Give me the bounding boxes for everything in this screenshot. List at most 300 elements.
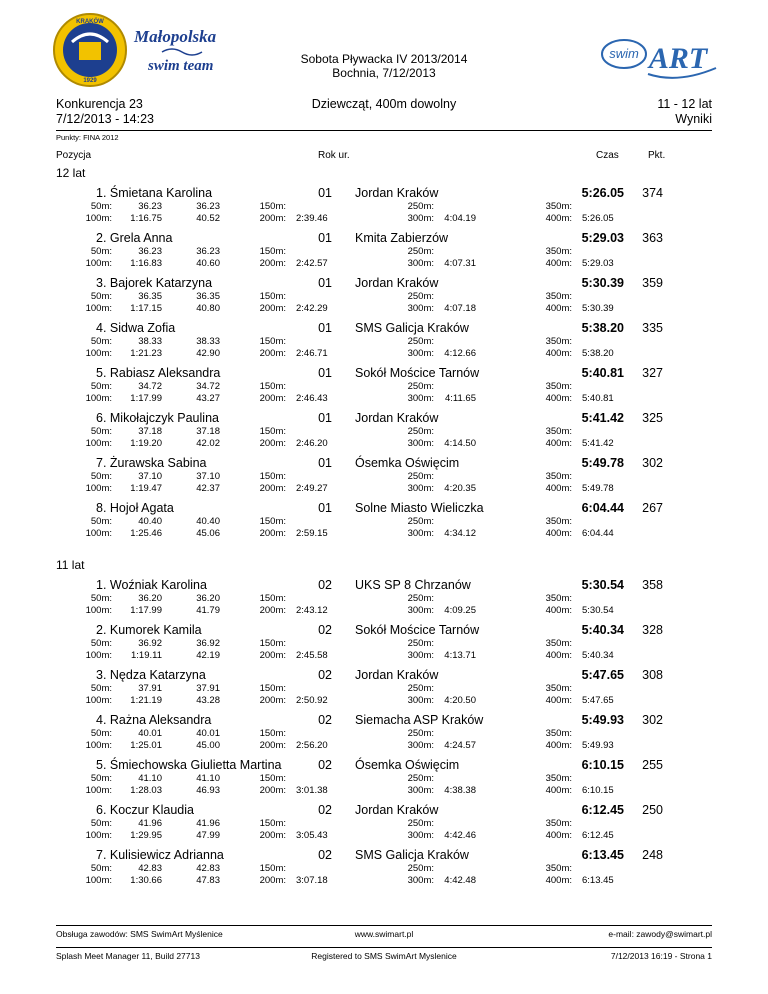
split-label-50: 50m: bbox=[90, 471, 112, 482]
final-time: 5:41.42 bbox=[581, 411, 624, 425]
birth-year: 02 bbox=[318, 713, 332, 727]
athlete-name: 5. Śmiechowska Giulietta Martina bbox=[96, 758, 282, 772]
split-label-50: 50m: bbox=[90, 246, 112, 257]
split-label-150: 150m: bbox=[259, 728, 286, 739]
split-label-250: 250m: bbox=[407, 863, 434, 874]
result-row bbox=[0, 623, 768, 669]
fina-points: 302 bbox=[642, 713, 663, 727]
lap-100: 40.52 bbox=[196, 213, 220, 224]
split-label-100: 100m: bbox=[85, 438, 112, 449]
split-label-100: 100m: bbox=[85, 740, 112, 751]
final-time: 5:30.54 bbox=[581, 578, 624, 592]
split-label-400: 400m: bbox=[545, 213, 572, 224]
split-label-100: 100m: bbox=[85, 258, 112, 269]
athlete-name: 7. Kulisiewicz Adrianna bbox=[96, 848, 224, 862]
result-row bbox=[0, 231, 768, 277]
lap-100: 43.28 bbox=[196, 695, 220, 706]
athlete-name: 4. Sidwa Zofia bbox=[96, 321, 176, 335]
split-label-200: 200m: bbox=[259, 348, 286, 359]
athlete-name: 7. Żurawska Sabina bbox=[96, 456, 207, 470]
split-50: 41.96 bbox=[138, 818, 162, 829]
split-300: 4:07.31 bbox=[444, 258, 476, 269]
athlete-name: 4. Rażna Aleksandra bbox=[96, 713, 212, 727]
split-label-150: 150m: bbox=[259, 818, 286, 829]
split-label-400: 400m: bbox=[545, 528, 572, 539]
split-label-50: 50m: bbox=[90, 291, 112, 302]
col-position: Pozycja bbox=[56, 150, 92, 161]
split-label-300: 300m: bbox=[407, 650, 434, 661]
result-row bbox=[0, 411, 768, 457]
birth-year: 01 bbox=[318, 411, 332, 425]
split-label-400: 400m: bbox=[545, 875, 572, 886]
club-name: Kmita Zabierzów bbox=[355, 231, 449, 245]
split-label-50: 50m: bbox=[90, 863, 112, 874]
split-label-400: 400m: bbox=[545, 348, 572, 359]
split-label-100: 100m: bbox=[85, 875, 112, 886]
athlete-name: 8. Hojoł Agata bbox=[96, 501, 174, 515]
split-label-250: 250m: bbox=[407, 638, 434, 649]
split-label-150: 150m: bbox=[259, 381, 286, 392]
split-label-150: 150m: bbox=[259, 336, 286, 347]
split-label-150: 150m: bbox=[259, 516, 286, 527]
fina-points: 325 bbox=[642, 411, 663, 425]
split-300: 4:42.48 bbox=[444, 875, 476, 886]
split-label-100: 100m: bbox=[85, 830, 112, 841]
split-200: 2:39.46 bbox=[296, 213, 328, 224]
split-label-150: 150m: bbox=[259, 246, 286, 257]
split-400: 5:29.03 bbox=[582, 258, 614, 269]
split-50: 41.10 bbox=[138, 773, 162, 784]
split-label-300: 300m: bbox=[407, 303, 434, 314]
split-label-200: 200m: bbox=[259, 605, 286, 616]
club-name: Ósemka Oświęcim bbox=[355, 456, 460, 470]
athlete-name: 6. Mikołajczyk Paulina bbox=[96, 411, 219, 425]
lap-100: 40.60 bbox=[196, 258, 220, 269]
split-label-50: 50m: bbox=[90, 381, 112, 392]
split-label-250: 250m: bbox=[407, 728, 434, 739]
split-label-150: 150m: bbox=[259, 863, 286, 874]
split-label-200: 200m: bbox=[259, 695, 286, 706]
footer-registered: Registered to SMS SwimArt Myslenice bbox=[311, 951, 457, 961]
split-400: 5:40.34 bbox=[582, 650, 614, 661]
lap-50: 34.72 bbox=[196, 381, 220, 392]
fina-points: 374 bbox=[642, 186, 663, 200]
split-label-100: 100m: bbox=[85, 785, 112, 796]
club-name: SMS Galicja Kraków bbox=[355, 848, 469, 862]
club-name: Siemacha ASP Kraków bbox=[355, 713, 484, 727]
split-200: 2:45.58 bbox=[296, 650, 328, 661]
split-label-200: 200m: bbox=[259, 650, 286, 661]
split-50: 36.20 bbox=[138, 593, 162, 604]
lap-50: 40.40 bbox=[196, 516, 220, 527]
points-note: Punkty: FINA 2012 bbox=[56, 133, 119, 142]
result-row bbox=[0, 456, 768, 502]
split-label-350: 350m: bbox=[545, 201, 572, 212]
logo-right-word2: ART bbox=[648, 42, 708, 75]
lap-100: 43.27 bbox=[196, 393, 220, 404]
fina-points: 363 bbox=[642, 231, 663, 245]
split-label-350: 350m: bbox=[545, 516, 572, 527]
split-label-300: 300m: bbox=[407, 605, 434, 616]
split-label-300: 300m: bbox=[407, 830, 434, 841]
split-200: 2:42.29 bbox=[296, 303, 328, 314]
final-time: 5:26.05 bbox=[581, 186, 624, 200]
lap-50: 38.33 bbox=[196, 336, 220, 347]
birth-year: 01 bbox=[318, 231, 332, 245]
split-50: 37.91 bbox=[138, 683, 162, 694]
split-200: 2:49.27 bbox=[296, 483, 328, 494]
split-200: 3:05.43 bbox=[296, 830, 328, 841]
split-300: 4:20.50 bbox=[444, 695, 476, 706]
split-label-300: 300m: bbox=[407, 438, 434, 449]
final-time: 5:38.20 bbox=[581, 321, 624, 335]
lap-100: 45.00 bbox=[196, 740, 220, 751]
split-100: 1:21.23 bbox=[130, 348, 162, 359]
lap-50: 41.10 bbox=[196, 773, 220, 784]
split-label-300: 300m: bbox=[407, 695, 434, 706]
split-300: 4:09.25 bbox=[444, 605, 476, 616]
split-400: 5:30.39 bbox=[582, 303, 614, 314]
split-label-100: 100m: bbox=[85, 348, 112, 359]
split-400: 6:12.45 bbox=[582, 830, 614, 841]
split-300: 4:07.18 bbox=[444, 303, 476, 314]
split-label-100: 100m: bbox=[85, 483, 112, 494]
final-time: 6:04.44 bbox=[581, 501, 624, 515]
split-300: 4:11.65 bbox=[445, 393, 476, 404]
birth-year: 02 bbox=[318, 623, 332, 637]
split-label-400: 400m: bbox=[545, 258, 572, 269]
fina-points: 328 bbox=[642, 623, 663, 637]
split-label-50: 50m: bbox=[90, 201, 112, 212]
event-number: Konkurencja 23 bbox=[56, 97, 143, 111]
athlete-name: 6. Koczur Klaudia bbox=[96, 803, 194, 817]
split-300: 4:42.46 bbox=[444, 830, 476, 841]
split-label-350: 350m: bbox=[545, 381, 572, 392]
split-50: 36.35 bbox=[138, 291, 162, 302]
split-100: 1:30.66 bbox=[130, 875, 162, 886]
lap-50: 40.01 bbox=[196, 728, 220, 739]
final-time: 6:13.45 bbox=[581, 848, 624, 862]
athlete-name: 3. Nędza Katarzyna bbox=[96, 668, 206, 682]
fina-points: 267 bbox=[642, 501, 663, 515]
split-200: 2:46.20 bbox=[296, 438, 328, 449]
result-row bbox=[0, 501, 768, 547]
club-name: Ósemka Oświęcim bbox=[355, 758, 460, 772]
lap-50: 36.23 bbox=[196, 246, 220, 257]
split-label-50: 50m: bbox=[90, 336, 112, 347]
col-time: Czas bbox=[596, 150, 619, 161]
final-time: 5:40.34 bbox=[581, 623, 624, 637]
split-50: 42.83 bbox=[138, 863, 162, 874]
split-label-200: 200m: bbox=[259, 483, 286, 494]
split-label-300: 300m: bbox=[407, 393, 434, 404]
fina-points: 248 bbox=[642, 848, 663, 862]
lap-100: 42.02 bbox=[196, 438, 220, 449]
split-300: 4:34.12 bbox=[444, 528, 476, 539]
split-400: 5:26.05 bbox=[582, 213, 614, 224]
split-300: 4:38.38 bbox=[444, 785, 476, 796]
club-name: SMS Galicja Kraków bbox=[355, 321, 469, 335]
split-50: 37.10 bbox=[138, 471, 162, 482]
split-label-100: 100m: bbox=[85, 650, 112, 661]
split-100: 1:16.75 bbox=[130, 213, 162, 224]
col-points: Pkt. bbox=[648, 150, 666, 161]
split-label-150: 150m: bbox=[259, 638, 286, 649]
footer-divider-2 bbox=[56, 947, 712, 948]
split-300: 4:04.19 bbox=[444, 213, 476, 224]
split-100: 1:16.83 bbox=[130, 258, 162, 269]
split-label-400: 400m: bbox=[545, 785, 572, 796]
birth-year: 02 bbox=[318, 578, 332, 592]
split-300: 4:14.50 bbox=[444, 438, 476, 449]
club-name: Sokół Mościce Tarnów bbox=[355, 623, 480, 637]
split-label-150: 150m: bbox=[259, 773, 286, 784]
split-label-300: 300m: bbox=[407, 348, 434, 359]
split-label-300: 300m: bbox=[407, 258, 434, 269]
split-label-350: 350m: bbox=[545, 471, 572, 482]
lap-100: 41.79 bbox=[196, 605, 220, 616]
logo-badge-year: 1929 bbox=[83, 78, 97, 84]
logo-left-word1: Małopolska bbox=[134, 27, 217, 46]
fina-points: 255 bbox=[642, 758, 663, 772]
split-label-150: 150m: bbox=[259, 291, 286, 302]
footer-divider bbox=[56, 925, 712, 926]
split-label-50: 50m: bbox=[90, 426, 112, 437]
split-label-350: 350m: bbox=[545, 818, 572, 829]
footer-email: e-mail: zawody@swimart.pl bbox=[608, 929, 712, 939]
split-label-200: 200m: bbox=[259, 830, 286, 841]
split-label-250: 250m: bbox=[407, 381, 434, 392]
split-300: 4:24.57 bbox=[444, 740, 476, 751]
age-group-label: 12 lat bbox=[56, 166, 86, 180]
logo-right-word1: swim bbox=[609, 46, 639, 61]
lap-100: 47.83 bbox=[196, 875, 220, 886]
split-label-250: 250m: bbox=[407, 201, 434, 212]
split-label-200: 200m: bbox=[259, 393, 286, 404]
split-label-200: 200m: bbox=[259, 785, 286, 796]
split-label-250: 250m: bbox=[407, 773, 434, 784]
event-type: Wyniki bbox=[675, 112, 712, 126]
split-label-150: 150m: bbox=[259, 201, 286, 212]
athlete-name: 1. Śmietana Karolina bbox=[96, 186, 213, 200]
split-label-350: 350m: bbox=[545, 593, 572, 604]
age-group-label: 11 lat bbox=[56, 558, 85, 572]
split-label-350: 350m: bbox=[545, 683, 572, 694]
result-row bbox=[0, 758, 768, 804]
result-row bbox=[0, 578, 768, 624]
split-label-100: 100m: bbox=[85, 213, 112, 224]
split-label-250: 250m: bbox=[407, 818, 434, 829]
split-100: 1:19.47 bbox=[130, 483, 162, 494]
split-label-300: 300m: bbox=[407, 483, 434, 494]
split-400: 5:41.42 bbox=[582, 438, 614, 449]
result-row bbox=[0, 321, 768, 367]
split-label-250: 250m: bbox=[407, 683, 434, 694]
split-label-350: 350m: bbox=[545, 336, 572, 347]
split-label-200: 200m: bbox=[259, 740, 286, 751]
split-200: 2:50.92 bbox=[296, 695, 328, 706]
result-row bbox=[0, 366, 768, 412]
split-label-200: 200m: bbox=[259, 303, 286, 314]
footer-software: Splash Meet Manager 11, Build 27713 bbox=[56, 951, 200, 961]
lap-50: 37.18 bbox=[196, 426, 220, 437]
fina-points: 335 bbox=[642, 321, 663, 335]
birth-year: 02 bbox=[318, 758, 332, 772]
split-50: 36.23 bbox=[138, 201, 162, 212]
split-label-250: 250m: bbox=[407, 246, 434, 257]
split-label-350: 350m: bbox=[545, 426, 572, 437]
split-label-400: 400m: bbox=[545, 483, 572, 494]
split-label-150: 150m: bbox=[259, 471, 286, 482]
split-400: 5:47.65 bbox=[582, 695, 614, 706]
result-row bbox=[0, 803, 768, 849]
split-400: 5:40.81 bbox=[582, 393, 614, 404]
club-name: Solne Miasto Wieliczka bbox=[355, 501, 484, 515]
split-50: 37.18 bbox=[138, 426, 162, 437]
final-time: 5:29.03 bbox=[581, 231, 624, 245]
result-row bbox=[0, 668, 768, 714]
split-200: 2:56.20 bbox=[296, 740, 328, 751]
final-time: 5:40.81 bbox=[581, 366, 624, 380]
lap-50: 36.35 bbox=[196, 291, 220, 302]
final-time: 6:12.45 bbox=[581, 803, 624, 817]
final-time: 6:10.15 bbox=[581, 758, 624, 772]
split-label-400: 400m: bbox=[545, 830, 572, 841]
fina-points: 327 bbox=[642, 366, 663, 380]
split-100: 1:21.19 bbox=[130, 695, 162, 706]
split-label-50: 50m: bbox=[90, 728, 112, 739]
footer-page: 7/12/2013 16:19 - Strona 1 bbox=[610, 951, 712, 961]
fina-points: 302 bbox=[642, 456, 663, 470]
birth-year: 02 bbox=[318, 668, 332, 682]
result-row bbox=[0, 848, 768, 894]
club-name: Jordan Kraków bbox=[355, 803, 439, 817]
split-label-200: 200m: bbox=[259, 528, 286, 539]
split-label-50: 50m: bbox=[90, 683, 112, 694]
split-label-250: 250m: bbox=[407, 426, 434, 437]
split-50: 34.72 bbox=[138, 381, 162, 392]
result-row bbox=[0, 186, 768, 232]
split-label-350: 350m: bbox=[545, 773, 572, 784]
event-name: Dziewcząt, 400m dowolny bbox=[311, 97, 457, 111]
logo-left-word2: swim team bbox=[148, 58, 214, 74]
split-300: 4:20.35 bbox=[444, 483, 476, 494]
split-400: 6:04.44 bbox=[582, 528, 614, 539]
lap-50: 42.83 bbox=[196, 863, 220, 874]
split-label-150: 150m: bbox=[259, 683, 286, 694]
meet-title: Sobota Pływacka IV 2013/2014 bbox=[300, 52, 468, 66]
final-time: 5:49.93 bbox=[581, 713, 624, 727]
split-label-200: 200m: bbox=[259, 438, 286, 449]
split-label-100: 100m: bbox=[85, 605, 112, 616]
split-200: 2:42.57 bbox=[296, 258, 328, 269]
split-label-300: 300m: bbox=[407, 740, 434, 751]
split-label-300: 300m: bbox=[407, 213, 434, 224]
birth-year: 01 bbox=[318, 501, 332, 515]
split-label-400: 400m: bbox=[545, 605, 572, 616]
split-label-250: 250m: bbox=[407, 471, 434, 482]
birth-year: 01 bbox=[318, 366, 332, 380]
lap-50: 37.10 bbox=[196, 471, 220, 482]
split-400: 5:49.78 bbox=[582, 483, 614, 494]
birth-year: 01 bbox=[318, 456, 332, 470]
split-label-100: 100m: bbox=[85, 393, 112, 404]
fina-points: 359 bbox=[642, 276, 663, 290]
split-300: 4:12.66 bbox=[444, 348, 476, 359]
lap-50: 36.20 bbox=[196, 593, 220, 604]
split-label-200: 200m: bbox=[259, 258, 286, 269]
split-label-50: 50m: bbox=[90, 593, 112, 604]
split-label-50: 50m: bbox=[90, 638, 112, 649]
footer-operator: Obsługa zawodów: SMS SwimArt Myślenice bbox=[56, 929, 223, 939]
athlete-name: 5. Rabiasz Aleksandra bbox=[96, 366, 221, 380]
result-row bbox=[0, 276, 768, 322]
split-100: 1:17.99 bbox=[130, 605, 162, 616]
split-200: 3:01.38 bbox=[296, 785, 328, 796]
club-name: UKS SP 8 Chrzanów bbox=[355, 578, 471, 592]
split-label-100: 100m: bbox=[85, 528, 112, 539]
split-100: 1:17.99 bbox=[130, 393, 162, 404]
split-200: 3:07.18 bbox=[296, 875, 328, 886]
split-400: 5:38.20 bbox=[582, 348, 614, 359]
split-100: 1:29.95 bbox=[130, 830, 162, 841]
birth-year: 02 bbox=[318, 848, 332, 862]
split-100: 1:17.15 bbox=[130, 303, 162, 314]
split-100: 1:19.20 bbox=[130, 438, 162, 449]
split-50: 38.33 bbox=[138, 336, 162, 347]
split-200: 2:43.12 bbox=[296, 605, 328, 616]
fina-points: 308 bbox=[642, 668, 663, 682]
lap-100: 42.19 bbox=[196, 650, 220, 661]
club-name: Jordan Kraków bbox=[355, 186, 439, 200]
split-200: 2:59.15 bbox=[296, 528, 328, 539]
split-label-250: 250m: bbox=[407, 291, 434, 302]
split-label-250: 250m: bbox=[407, 593, 434, 604]
club-name: Jordan Kraków bbox=[355, 668, 439, 682]
club-name: Jordan Kraków bbox=[355, 411, 439, 425]
fina-points: 358 bbox=[642, 578, 663, 592]
split-label-400: 400m: bbox=[545, 650, 572, 661]
split-label-50: 50m: bbox=[90, 818, 112, 829]
split-label-50: 50m: bbox=[90, 516, 112, 527]
header-divider bbox=[56, 130, 712, 131]
athlete-name: 2. Grela Anna bbox=[96, 231, 173, 245]
split-50: 36.23 bbox=[138, 246, 162, 257]
lap-100: 46.93 bbox=[196, 785, 220, 796]
lap-100: 40.80 bbox=[196, 303, 220, 314]
final-time: 5:49.78 bbox=[581, 456, 624, 470]
split-label-400: 400m: bbox=[545, 393, 572, 404]
split-label-150: 150m: bbox=[259, 426, 286, 437]
lap-50: 41.96 bbox=[196, 818, 220, 829]
athlete-name: 2. Kumorek Kamila bbox=[96, 623, 202, 637]
lap-100: 42.90 bbox=[196, 348, 220, 359]
split-label-400: 400m: bbox=[545, 438, 572, 449]
split-label-50: 50m: bbox=[90, 773, 112, 784]
lap-100: 42.37 bbox=[196, 483, 220, 494]
split-400: 5:49.93 bbox=[582, 740, 614, 751]
split-label-100: 100m: bbox=[85, 695, 112, 706]
split-100: 1:25.01 bbox=[130, 740, 162, 751]
split-label-400: 400m: bbox=[545, 695, 572, 706]
split-label-200: 200m: bbox=[259, 213, 286, 224]
split-100: 1:19.11 bbox=[131, 650, 162, 661]
split-200: 2:46.43 bbox=[296, 393, 328, 404]
birth-year: 01 bbox=[318, 276, 332, 290]
lap-50: 36.92 bbox=[196, 638, 220, 649]
lap-100: 45.06 bbox=[196, 528, 220, 539]
split-50: 40.01 bbox=[138, 728, 162, 739]
